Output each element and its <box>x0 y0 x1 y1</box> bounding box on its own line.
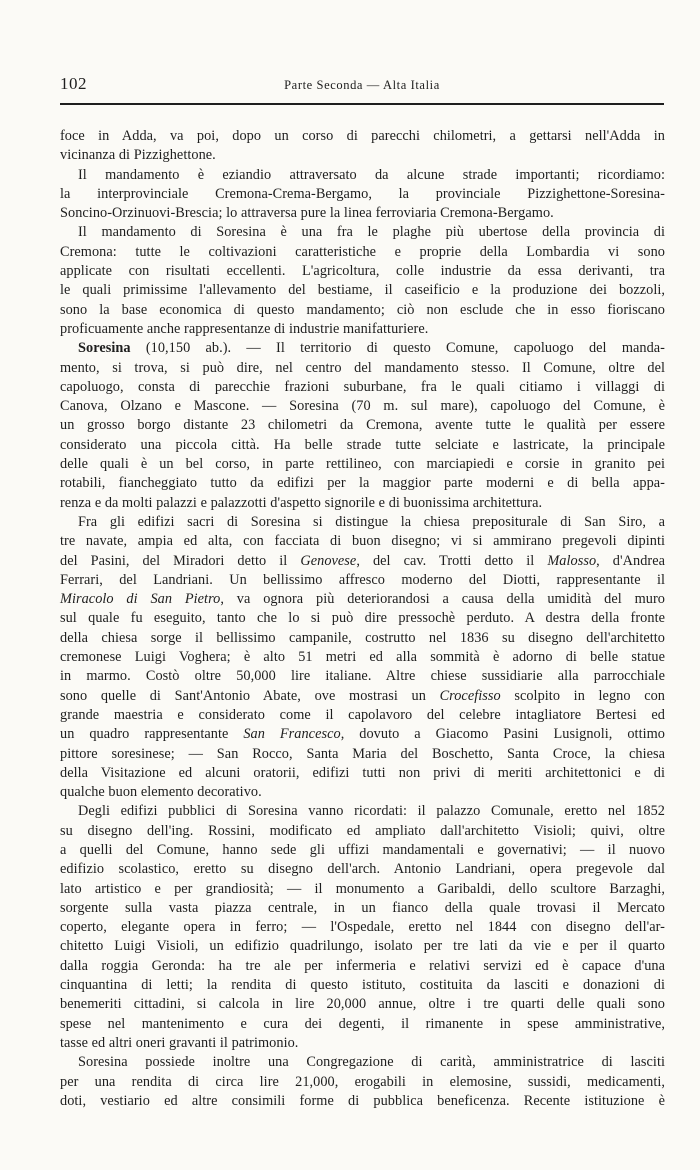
text-segment: chitetto Luigi Visioli, un edifizio quadrilungo, isolato per tre lati da vie e per il quarto <box>60 938 665 955</box>
page-number: 102 <box>60 74 87 93</box>
text-line <box>60 436 665 455</box>
text-line <box>60 783 665 802</box>
text-line <box>60 513 665 532</box>
header-rule <box>60 103 664 105</box>
text-line <box>60 802 665 821</box>
text-line <box>60 185 665 204</box>
text-line <box>60 937 665 956</box>
text-segment: per una rendita di circa lire 21,000, erogabili in elemosine, sussidi, medicamenti, <box>60 1073 665 1090</box>
text-segment: Degli edifizi pubblici di Soresina vanno ricordati: il palazzo Comunale, eretto nel 1852 <box>78 803 665 820</box>
text-segment: renza e da molti palazzi e palazzotti d'aspetto signorile e di buonissima architettura. <box>60 494 543 511</box>
text-segment: dalla roggia Geronda: ha tre ale per infermeria e relativi servizi ed è capace d'una <box>60 957 665 974</box>
text-line <box>60 301 665 320</box>
text-line <box>60 397 665 416</box>
text-line <box>60 590 665 609</box>
text-line <box>60 474 665 493</box>
text-segment: sul quale fu eseguito, tanto che lo si può dire pressochè perduto. A destra della fronte <box>60 610 665 627</box>
text-segment: , dovuto a Giacomo Pasini Lusignoli, ottimo <box>340 726 665 743</box>
text-line <box>60 455 665 474</box>
text-segment: , del cav. Trotti detto il <box>356 552 548 569</box>
text-segment: edifizio scolastico, eretto su disegno dell'arch. Antonio Landriani, opera pregevole dal <box>60 861 665 878</box>
text-line <box>60 1092 665 1111</box>
text-segment: sono quelle di Sant'Antonio Abate, ove mostrasi un <box>60 687 440 704</box>
text-segment: grande maestria e considerato come il capolavoro del celebre intagliatore Bertesi ed <box>60 706 665 723</box>
text-segment: scolpito in legno con <box>500 687 665 704</box>
text-line <box>60 725 665 744</box>
text-line <box>60 1015 665 1034</box>
text-line <box>60 494 665 513</box>
text-segment: cremonese Luigi Voghera; è alto 51 metri ed alla sommità è adorno di belle statue <box>60 649 665 666</box>
text-line <box>60 976 665 995</box>
text-line <box>60 378 665 397</box>
text-line <box>60 262 665 281</box>
text-line <box>60 918 665 937</box>
text-line <box>60 1034 665 1053</box>
text-segment: su disegno dell'ing. Rossini, modificato ed ampliato dall'architetto Visioli; quivi, oltre <box>60 822 665 839</box>
text-segment: Ferrari, del Landriani. Un bellissimo affresco moderno del Diotti, rappresentante il <box>60 571 665 588</box>
text-line <box>60 552 665 571</box>
text-line <box>60 223 665 242</box>
text-segment: le quali primissime l'allevamento del bestiame, il caseificio e la produzione dei bozzoli, <box>60 282 665 299</box>
text-segment: spese nel mantenimento e cura dei degenti, il rimanente in spese amministrative, <box>60 1015 665 1032</box>
text-line <box>60 571 665 590</box>
text-line <box>60 359 665 378</box>
text-segment: del Pasini, del Miradori detto il <box>60 552 301 569</box>
running-title: Parte Seconda — Alta Italia <box>284 78 440 92</box>
text-line <box>60 146 665 165</box>
text-segment: tre navate, ampia ed alta, con facciata di buon disegno; vi si ammirano pregevoli dipinti <box>60 533 665 550</box>
text-line <box>60 957 665 976</box>
text-segment: Soncino-Orzinuovi-Brescia; lo attraversa pure la linea ferroviaria Cremona-Bergamo. <box>60 205 554 222</box>
text-segment: doti, vestiario ed altre consimili forme di pubblica beneficenza. Recente istituzione è <box>60 1092 665 1109</box>
text-segment: lato artistico e per grandiosità; — il monumento a Garibaldi, dello scultore Barzaghi, <box>60 880 665 897</box>
text-line <box>60 281 665 300</box>
text-segment: un quadro rappresentante <box>60 726 244 743</box>
text-segment: rotabili, fiancheggiato tutto da edifizi per la maggior parte moderni e di bella appa- <box>60 475 665 492</box>
text-line <box>60 764 665 783</box>
text-segment: a quelli del Comune, hanno sede gli uffizi mandamentali e governativi; — il nuovo <box>60 841 665 858</box>
italic-title: San Francesco <box>243 726 341 743</box>
text-segment: benemeriti cittadini, si calcola in lire 20,000 annue, oltre i tre quarti delle quali sono <box>60 996 665 1013</box>
italic-title: Genovese <box>300 552 357 569</box>
text-line <box>60 860 665 879</box>
text-line <box>60 609 665 628</box>
text-segment: mento, si trova, si può dire, nel centro del mandamento stesso. Il Comune, oltre del <box>60 359 665 376</box>
text-segment: (10,150 ab.). — Il territorio di questo Comune, capoluogo del manda- <box>130 340 665 357</box>
text-segment: Cremona: tutte le coltivazioni caratteristiche e proprie della Lombardia vi sono <box>60 243 665 260</box>
text-segment: Il mandamento è eziandio attraversato da alcune strade importanti; ricordiamo: <box>78 166 665 183</box>
text-segment: coperto, elegante opera in ferro; — l'Ospedale, eretto nel 1844 con disegno dell'ar- <box>60 919 665 936</box>
text-segment: capoluogo, consta di parecchie frazioni suburbane, fra le quali citiamo i villaggi di <box>60 378 665 395</box>
text-segment: in marmo. Costò oltre 50,000 lire italiane. Altre chiese sussidiarie alla parrocchiale <box>60 668 665 685</box>
text-segment: qualche buon elemento decorativo. <box>60 784 262 801</box>
text-line <box>60 204 665 223</box>
text-segment: cinquantina di letti; la rendita di questo istituto, costituita da lasciti e donazioni di <box>60 977 665 994</box>
text-line <box>60 841 665 860</box>
body-text <box>60 127 665 1111</box>
text-segment: foce in Adda, va poi, dopo un corso di parecchi chilometri, a gettarsi nell'Adda in <box>60 128 665 144</box>
text-segment: tasse ed altri oneri gravanti il patrimonio. <box>60 1034 299 1051</box>
text-segment: della Visitazione ed alcuni oratorii, edifizi tutti non privi di meriti architettonici e di <box>60 764 665 781</box>
text-segment: un grosso borgo distante 23 chilometri da Cremona, avente tutte le qualità per essere <box>60 417 665 434</box>
text-line <box>60 629 665 648</box>
page-header <box>60 74 664 98</box>
text-segment: la interprovinciale Cremona-Crema-Bergamo, la provinciale Pizzighettone-Soresina- <box>60 185 665 202</box>
text-segment: , d'Andrea <box>596 552 665 569</box>
text-line <box>60 745 665 764</box>
text-line <box>60 339 665 358</box>
text-segment: pittore soresinese; — San Rocco, Santa Maria del Boschetto, Santa Croce, la chiesa <box>60 745 665 762</box>
text-line <box>60 899 665 918</box>
text-line <box>60 1053 665 1072</box>
text-line <box>60 880 665 899</box>
italic-title: Miracolo di San Pietro <box>60 591 221 608</box>
text-line <box>60 166 665 185</box>
text-segment: Canova, Olzano e Mascone. — Soresina (70 m. sul mare), capoluogo del Comune, è <box>60 398 665 415</box>
text-segment: sono la base economica di questo mandamento; ciò non esclude che in esso fioriscano <box>60 301 665 318</box>
text-line <box>60 532 665 551</box>
text-segment: applicate con risultati eccellenti. L'agricoltura, colle industrie da essa derivanti, tra <box>60 263 665 280</box>
text-line <box>60 648 665 667</box>
text-segment: , va ognora più deteriorandosi a causa della umidità del muro <box>220 591 665 608</box>
bold-heading: Soresina <box>78 340 131 357</box>
text-line <box>60 127 665 146</box>
text-segment: Soresina possiede inoltre una Congregazione di carità, amministratrice di lasciti <box>78 1054 665 1071</box>
text-line <box>60 416 665 435</box>
text-segment: sorgente sulla vasta piazza centrale, in un fianco della quale trovasi il Mercato <box>60 899 665 916</box>
text-line <box>60 995 665 1014</box>
text-segment: della chiesa sorge il bellissimo campanile, costrutto nel 1836 su disegno dell'architetto <box>60 629 665 646</box>
text-segment: Fra gli edifizi sacri di Soresina si distingue la chiesa prepositurale di San Siro, a <box>78 513 665 530</box>
text-line <box>60 687 665 706</box>
italic-title: Crocefisso <box>439 687 501 704</box>
text-segment: vicinanza di Pizzighettone. <box>60 147 216 164</box>
text-line <box>60 1073 665 1092</box>
text-segment: delle quali è un bel corso, in parte rettilineo, con marciapiedi e corsie in granito pei <box>60 456 665 473</box>
text-segment: Il mandamento di Soresina è una fra le plaghe più ubertose della provincia di <box>78 224 665 241</box>
text-segment: proficuamente anche rappresentanze di industrie manifatturiere. <box>60 320 429 337</box>
text-line <box>60 320 665 339</box>
italic-title: Malosso <box>547 552 597 569</box>
text-line <box>60 243 665 262</box>
text-line <box>60 706 665 725</box>
text-line <box>60 667 665 686</box>
text-segment: considerato una piccola città. Ha belle strade tutte selciate e lastricate, la principale <box>60 436 665 453</box>
text-line <box>60 822 665 841</box>
